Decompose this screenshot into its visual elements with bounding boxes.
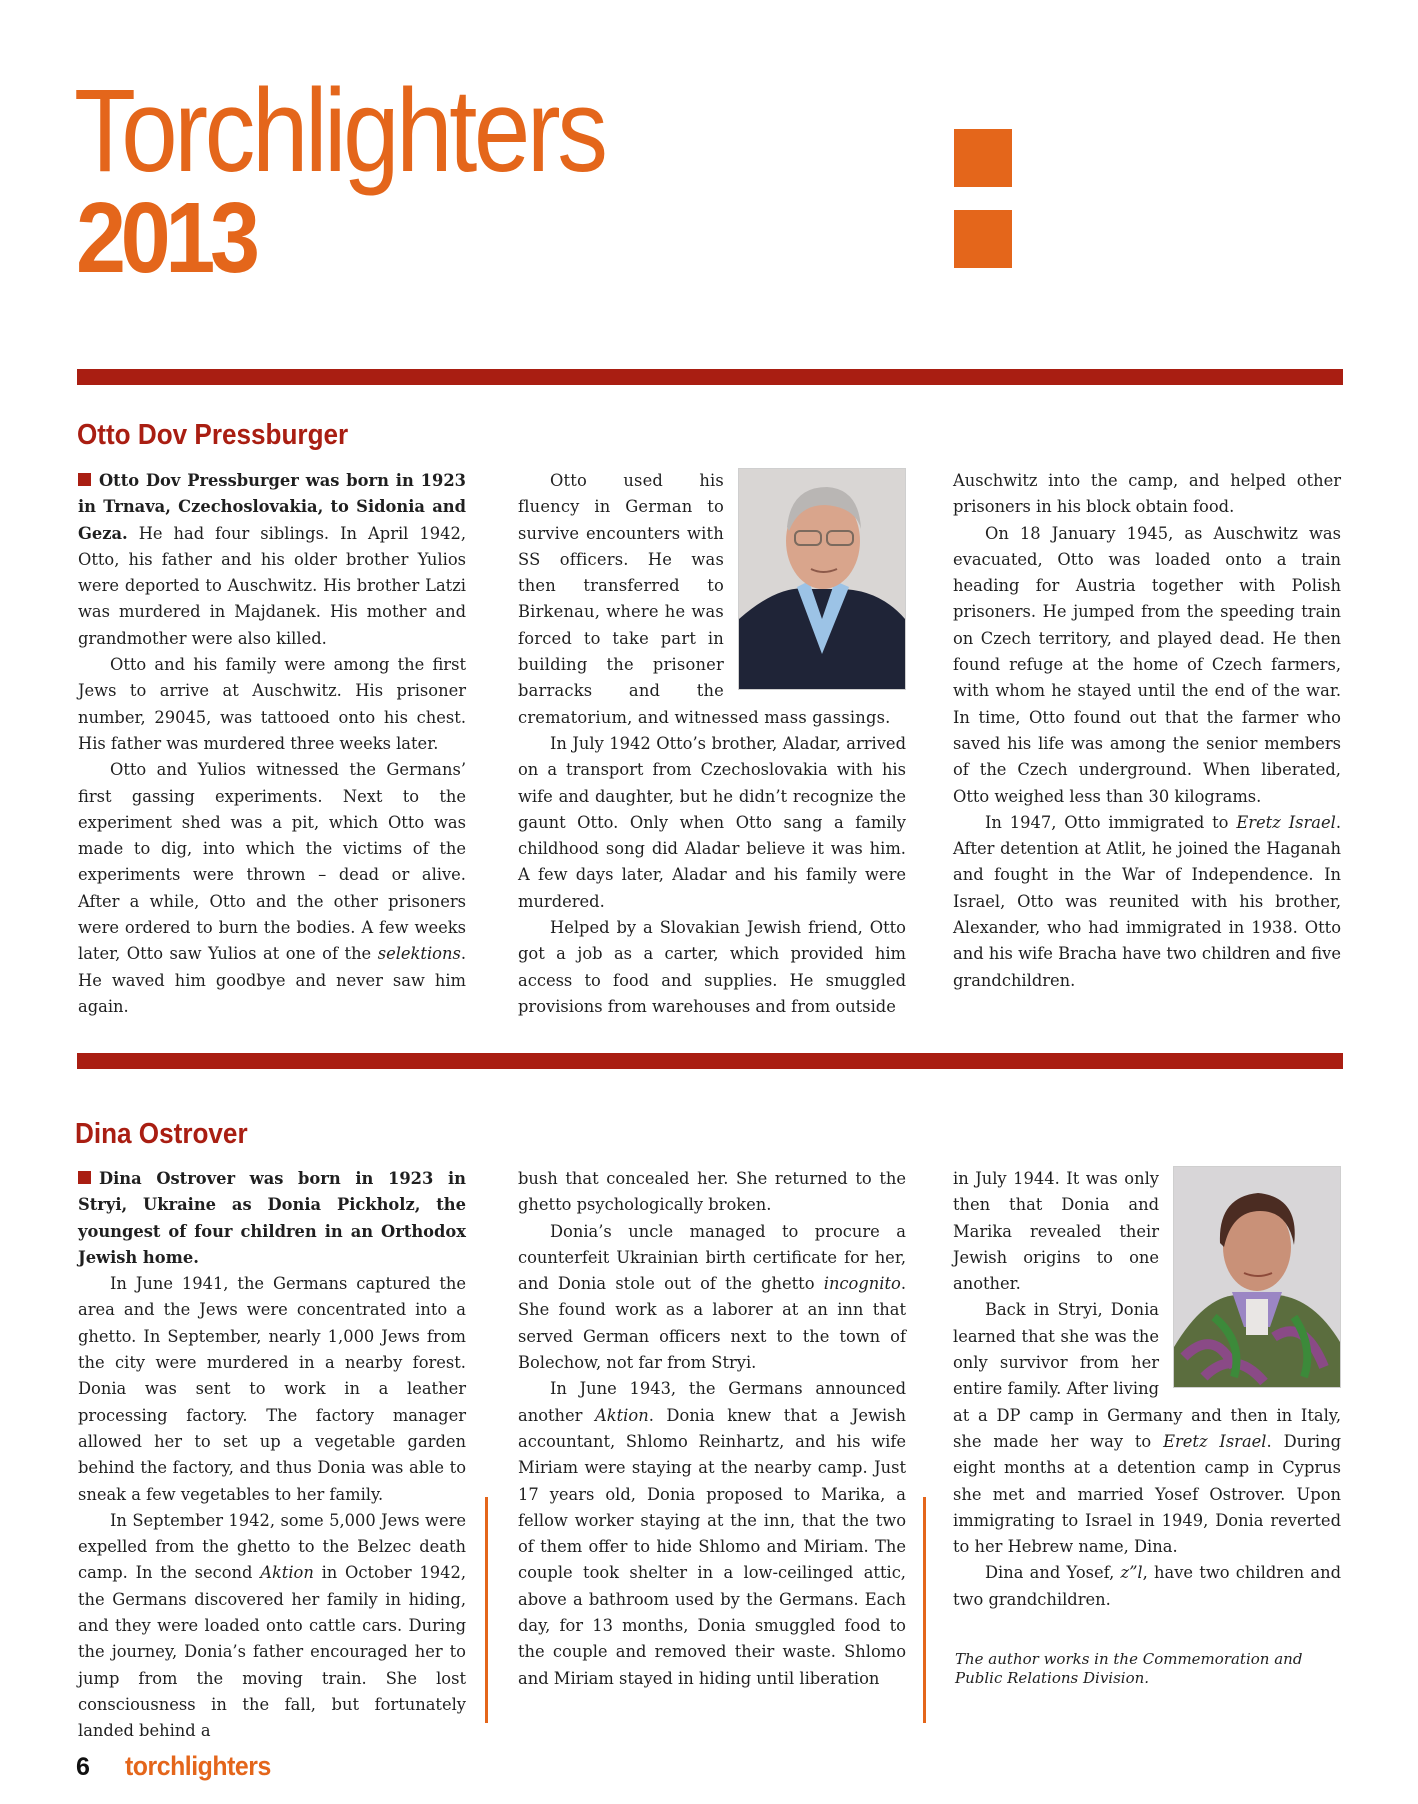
article-paragraph: In September 1942, some 5,000 Jews were expelled from the ghetto to the Belzec death camp. In the second Aktion in October 1942, the Germans discovered her family in hiding, and they were loaded onto cattle cars. During the journey, Donia’s father encouraged her to jump from the moving train. She lost consciousness in the fall, but fortunately landed behind a <box>78 1510 467 1741</box>
article-paragraph: in July 1944. It was only then that Donia and Marika revealed their Jewish origins to one another. <box>953 1169 1159 1294</box>
article-paragraph: bush that concealed her. She returned to the ghetto psychologically broken. <box>518 1169 906 1215</box>
portrait-photo-otto <box>738 468 906 690</box>
article-paragraph: Otto and his family were among the first Jews to arrive at Auschwitz. His prisoner number, 29045, was tattooed onto his chest. His father was murdered three weeks later. <box>78 655 466 753</box>
article-paragraph: Back in Stryi, Donia learned that she was the only survivor from her entire family. After living at a DP camp in Germany and then in Italy, she made her way to Eretz Israel. During eight months at a detention camp in Cyprus she met and married Yosef Ostrover. Upon immigrating to Israel in 1949, Donia reverted to her Hebrew name, Dina. <box>953 1300 1342 1557</box>
otto-column-2 <box>518 468 906 1020</box>
page-title: Torchlighters <box>74 65 605 197</box>
bullet-square-icon <box>78 1171 91 1184</box>
article-paragraph: Otto and Yulios witnessed the Germans’ first gassing experiments. Next to the experiment shed was a pit, which Otto was made to dig, into which the victims of the experiments were thrown – dead or alive. After a while, Otto and the other prisoners were ordered to burn the bodies. A few weeks later, Otto saw Yulios at one of the selektions. He waved him goodbye and never saw him again. <box>78 760 466 1016</box>
publication-name: torchlighters <box>125 1751 271 1781</box>
decorative-square-top <box>954 129 1012 187</box>
dina-column-2 <box>518 1166 906 1692</box>
article-paragraph: In July 1942 Otto’s brother, Aladar, arrived on a transport from Czechoslovakia with his wife and daughter, but he didn’t recognize the gaunt Otto. Only when Otto sang a family childhood song did Aladar believe it was him. A few days later, Aladar and his family were murdered. <box>518 733 906 911</box>
section-rule <box>77 369 1343 385</box>
section-rule <box>77 1053 1343 1069</box>
page-title-year: 2013 <box>76 182 255 294</box>
article-paragraph: Helped by a Slovakian Jewish friend, Otto got a job as a carter, which provided him access to food and supplies. He smuggled provisions from warehouses and from outside <box>518 918 906 1016</box>
article-paragraph: On 18 January 1945, as Auschwitz was evacuated, Otto was loaded onto a train heading for Austria together with Polish prisoners. He jumped from the speeding train on Czech territory, and played dead. He then found refuge at the home of Czech farmers, with whom he stayed until the end of the war. In time, Otto found out that the farmer who saved his life was among the senior members of the Czech underground. When liberated, Otto weighed less than 30 kilograms. <box>953 523 1341 806</box>
otto-column-3 <box>953 468 1341 994</box>
column-separator <box>923 1497 926 1723</box>
dina-column-1 <box>78 1166 466 1745</box>
article-paragraph: In June 1941, the Germans captured the area and the Jews were concentrated into a ghetto. In September, nearly 1,000 Jews from the city were murdered in a nearby forest. Donia was sent to work in a leather processing factory. The factory manager allowed her to set up a vegetable garden behind the factory, and thus Donia was able to sneak a few vegetables to her family. <box>78 1274 466 1504</box>
dina-column-3 <box>953 1166 1341 1613</box>
article-paragraph: In 1947, Otto immigrated to Eretz Israel. After detention at Atlit, he joined the Haganah and fought in the War of Independence. In Israel, Otto was reunited with his brother, Alexander, who had immigrated in 1938. Otto and his wife Bracha have two children and five grandchildren. <box>953 812 1341 990</box>
author-credit: The author works in the Commemoration and Public Relations Division. <box>955 1650 1303 1687</box>
article-paragraph: Otto Dov Pressburger was born in 1923 in Trnava, Czechoslovakia, to Sidonia and Geza. He had four siblings. In April 1942, Otto, his father and his older brother Yulios were deported to Auschwitz. His brother Latzi was murdered in Majdanek. His mother and grandmother were also killed. <box>78 471 466 648</box>
article-paragraph: Donia’s uncle managed to procure a counterfeit Ukrainian birth certificate for her, and Donia stole out of the ghetto incognito. She found work as a laborer at an inn that served German officers next to the town of Bolechow, not far from Stryi. <box>518 1221 906 1373</box>
section-title-otto: Otto Dov Pressburger <box>77 419 349 451</box>
portrait-photo-dina <box>1173 1166 1341 1388</box>
article-paragraph: Dina Ostrover was born in 1923 in Stryi, Ukraine as Donia Pickholz, the youngest of four children in an Orthodox Jewish home. <box>78 1169 466 1267</box>
otto-column-1 <box>78 468 466 1020</box>
page-number: 6 <box>76 1753 90 1781</box>
article-paragraph: Auschwitz into the camp, and helped other prisoners in his block obtain food. <box>953 471 1341 517</box>
column-separator <box>485 1497 488 1723</box>
bullet-square-icon <box>78 473 91 486</box>
section-title-dina: Dina Ostrover <box>75 1118 248 1150</box>
article-paragraph: Dina and Yosef, z”l, have two children and two grandchildren. <box>953 1563 1341 1609</box>
decorative-square-bottom <box>954 210 1012 268</box>
article-paragraph: Otto used his fluency in German to survive encounters with SS officers. He was then transferred to Birkenau, where he was forced to take part in building the prisoner barracks and the crematorium, and witnessed mass gassings. <box>518 471 891 727</box>
article-paragraph: In June 1943, the Germans announced another Aktion. Donia knew that a Jewish accountant, Shlomo Reinhartz, and his wife Miriam were staying at the nearby camp. Just 17 years old, Donia proposed to Marika, a fellow worker staying at the inn, that the two of them offer to hide Shlomo and Miriam. The couple took shelter in a low-ceilinged attic, above a bathroom used by the Germans. Each day, for 13 months, Donia smuggled food to the couple and removed their waste. Shlomo and Miriam stayed in hiding until liberation <box>518 1379 906 1688</box>
